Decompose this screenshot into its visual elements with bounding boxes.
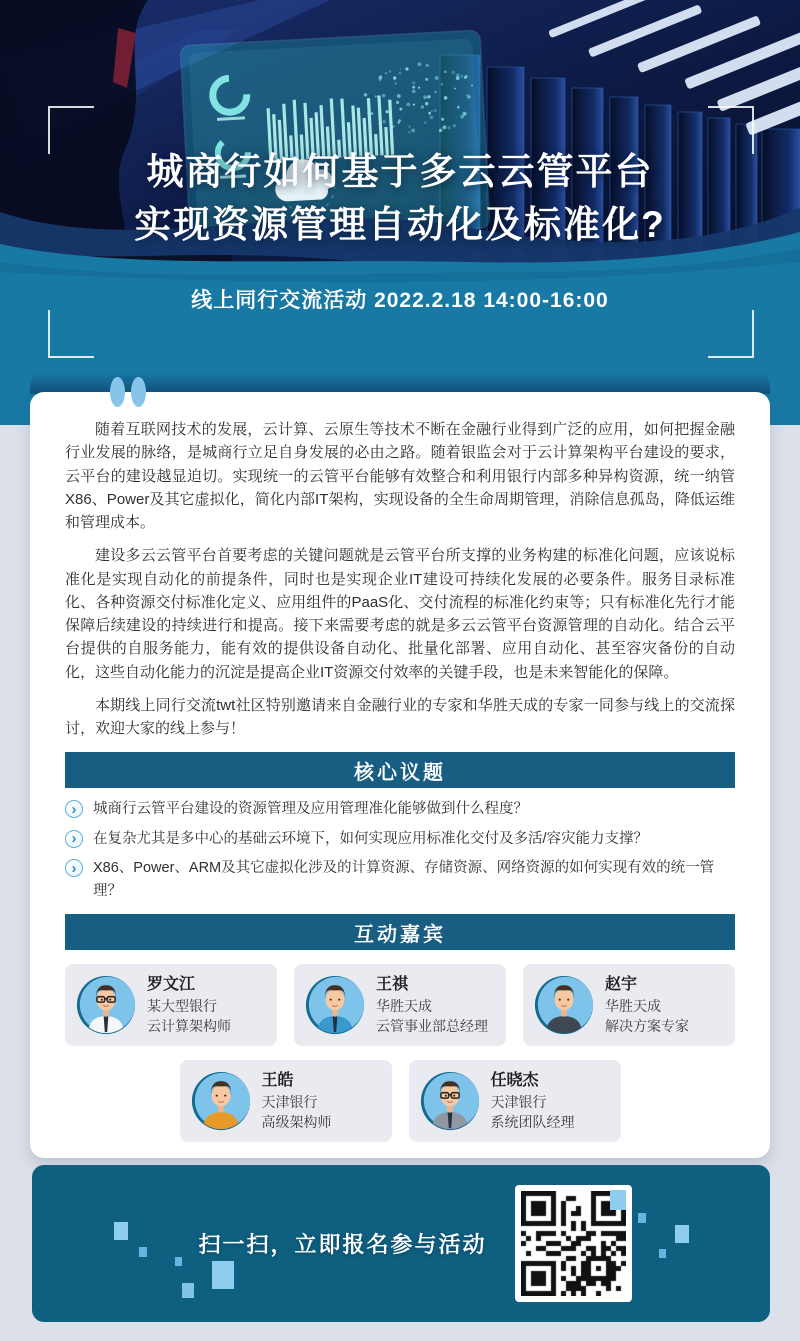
registration-footer	[32, 1165, 770, 1322]
page-title	[0, 146, 800, 251]
topics-list	[65, 798, 735, 902]
guest-avatar	[533, 974, 595, 1036]
guest-name: 王皓	[261, 1071, 294, 1089]
guest-row-2	[65, 1060, 735, 1142]
chevron-circle-icon: ›	[65, 800, 83, 818]
frame-corner-bottom-right	[708, 310, 754, 358]
guest-org: 天津银行	[490, 1094, 547, 1111]
guest-card	[294, 964, 506, 1046]
event-subtitle: 线上同行交流活动 2022.2.18 14:00-16:00	[191, 289, 609, 312]
guest-name: 任晓杰	[490, 1071, 539, 1089]
hero-banner	[0, 0, 800, 425]
intro-paragraph-1: 随着互联网技术的发展，云计算、云原生等技术不断在金融行业得到广泛的应用，如何把握金融行业发展的脉络，是城商行立足自身发展的必由之路。随着银监会对于云计算架构平台建设的要求，云平台的建设越显迫切。实现统一的云管平台能够有效整合和利用银行内部多种异构资源，统一纳管X86、Power及其它虚拟化，简化内部IT架构，实现设备的全生命周期管理，消除信息孤岛，降低运维和管理成本。	[65, 421, 735, 531]
chevron-circle-icon: ›	[65, 859, 83, 877]
guest-info	[491, 1070, 575, 1133]
topic-text: 城商行云管平台建设的资源管理及应用管理准化能够做到什么程度？	[93, 801, 528, 818]
guest-avatar	[419, 1070, 481, 1132]
guest-title: 系统团队经理	[490, 1114, 575, 1131]
guest-info	[376, 974, 488, 1037]
guest-card	[409, 1060, 621, 1142]
guest-card	[65, 964, 277, 1046]
chevron-circle-icon: ›	[65, 830, 83, 848]
guest-title: 云计算架构师	[147, 1018, 231, 1035]
list-item	[65, 857, 735, 902]
guest-name: 赵宇	[605, 975, 638, 993]
guest-info	[605, 974, 689, 1037]
guest-avatar	[190, 1070, 252, 1132]
intro-paragraph-2: 建设多云云管平台首要考虑的关键问题就是云管平台所支撑的业务构建的标准化问题，应该说标准化是实现自动化的前提条件，同时也是实现企业IT建设可持续化发展的必要条件。服务目录标准化、各种资源交付标准化定义、应用组件的PaaS化、交付流程的标准化约束等；只有标准化先行才能保障后续建设的持续进行和提高。接下来需要考虑的就是多云云管平台资源管理的自动化。结合云平台提供的自服务能力，能有效的提供设备自动化、批量化部署、应用自动化、甚至容灾备份的自动化，这些自动化能力的沉淀是提高企业IT资源交付效率的关键手段，也是未来智能化的保障。	[65, 547, 735, 681]
guest-title: 云管事业部总经理	[376, 1018, 488, 1035]
guest-avatar	[75, 974, 137, 1036]
guest-card	[523, 964, 735, 1046]
guest-info	[147, 974, 231, 1037]
guest-name: 罗文江	[147, 975, 196, 993]
frame-corner-bottom-left	[48, 310, 94, 358]
topic-text: 在复杂尤其是多中心的基础云环境下，如何实现应用标准化交付及多活/容灾能力支撑？	[93, 830, 649, 847]
guest-title: 高级架构师	[261, 1114, 332, 1131]
guest-org: 天津银行	[261, 1094, 318, 1111]
scan-to-register-text: 扫一扫，立即报名参与活动	[198, 1232, 487, 1257]
guest-org: 某大型银行	[147, 998, 217, 1015]
guest-avatar	[304, 974, 366, 1036]
intro-paragraph-3: 本期线上同行交流twt社区特别邀请来自金融行业的专家和华胜天成的专家一同参与线上的交流探讨，欢迎大家的线上参与！	[65, 696, 735, 737]
topic-text: X86、Power、ARM及其它虚拟化涉及的计算资源、存储资源、网络资源的如何实现有效的统一管理？	[93, 860, 715, 899]
guest-card	[180, 1060, 392, 1142]
guest-name: 王祺	[376, 975, 409, 993]
guest-org: 华胜天成	[376, 998, 432, 1015]
content-card	[30, 392, 770, 1158]
list-item	[65, 828, 735, 850]
list-item	[65, 798, 735, 820]
section-header-topics: 核心议题	[65, 752, 735, 788]
guest-org: 华胜天成	[605, 998, 661, 1015]
title-line-1: 城商行如何基于多云云管平台	[146, 151, 654, 192]
quote-icon	[110, 377, 146, 407]
guest-row-1	[65, 964, 735, 1046]
title-line-2: 实现资源管理自动化及标准化?	[134, 203, 666, 245]
guest-title: 解决方案专家	[605, 1018, 689, 1035]
section-header-guests: 互动嘉宾	[65, 914, 735, 950]
guest-info	[262, 1070, 332, 1133]
